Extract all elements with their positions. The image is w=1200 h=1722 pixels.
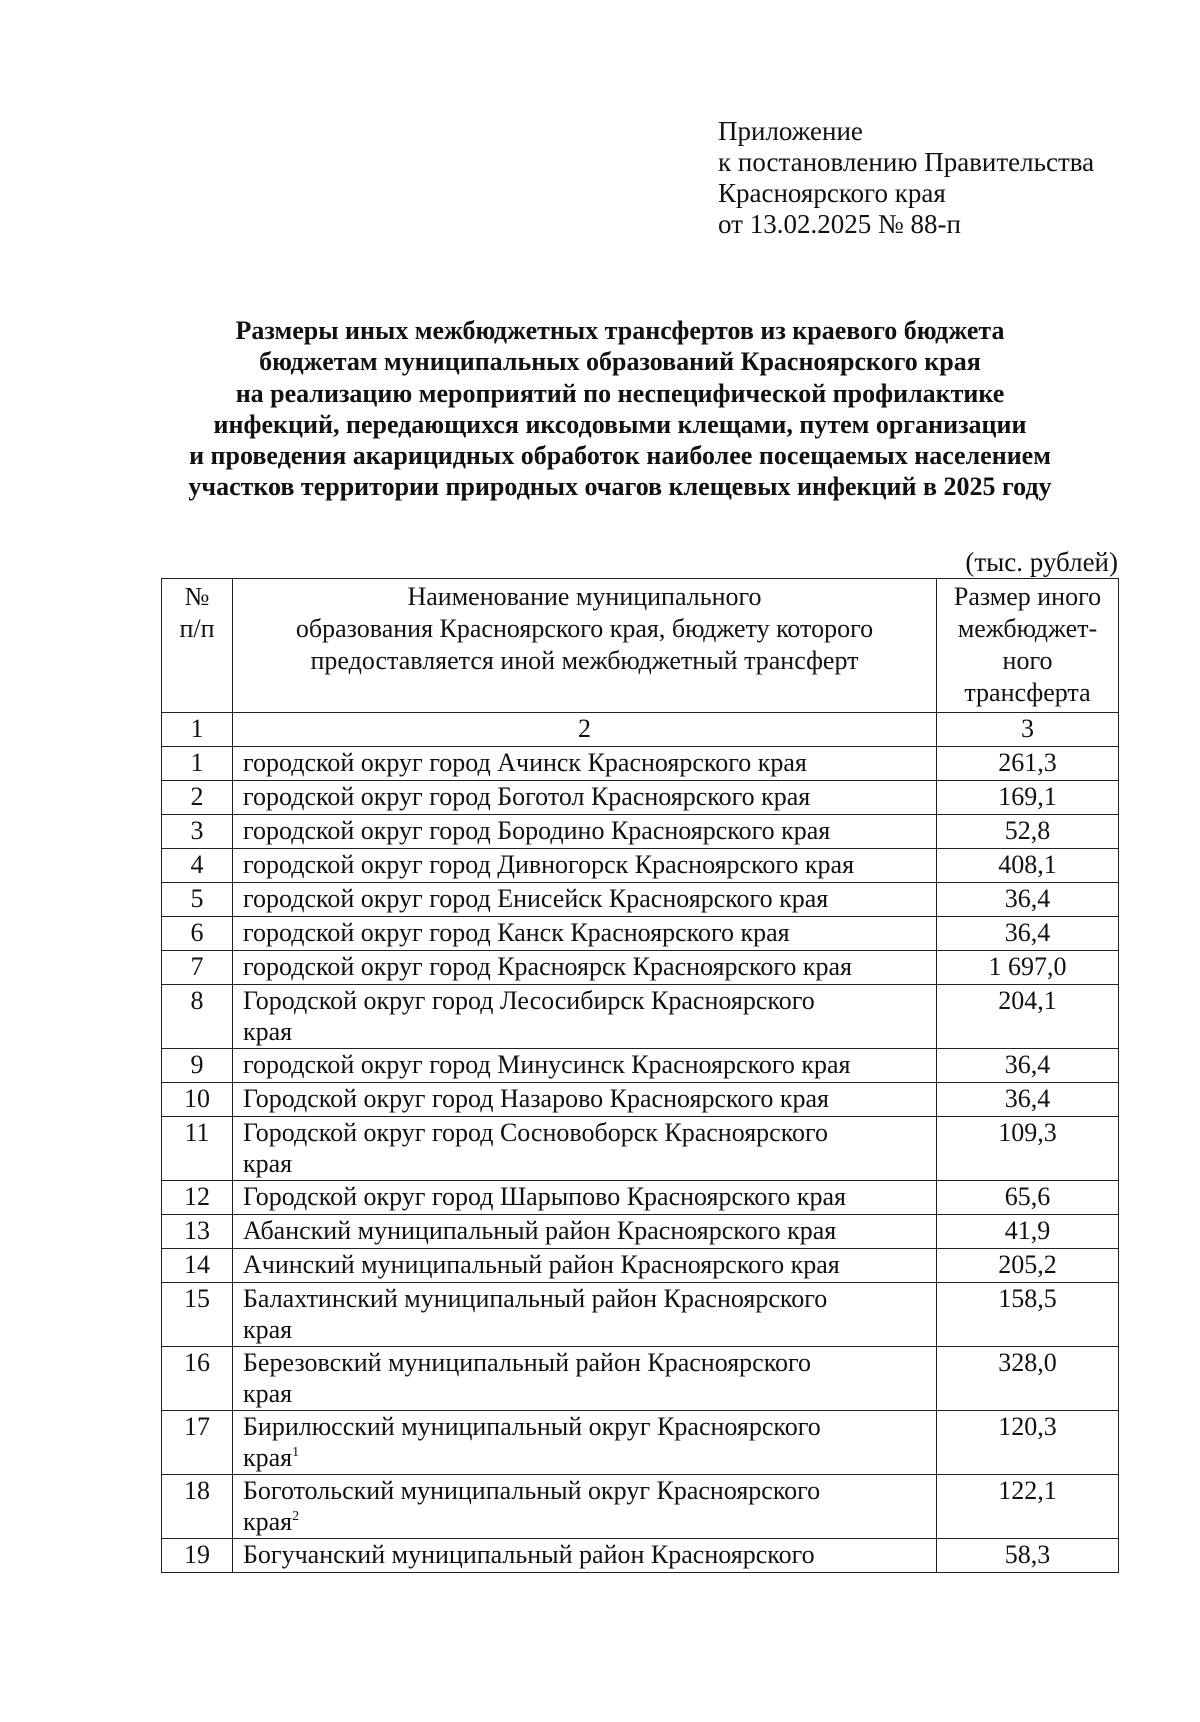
row-number: 10 bbox=[162, 1083, 233, 1117]
row-name-line: края bbox=[243, 1315, 293, 1344]
row-name-line: Городской округ город Сосновоборск Красноярского bbox=[243, 1118, 829, 1147]
table-row bbox=[162, 1083, 1119, 1117]
row-number: 12 bbox=[162, 1181, 233, 1215]
row-name-text: края bbox=[243, 1443, 293, 1472]
header-name bbox=[233, 579, 937, 713]
row-value: 122,1 bbox=[937, 1475, 1119, 1539]
header-text: п/п bbox=[179, 614, 215, 643]
row-number: 18 bbox=[162, 1475, 233, 1539]
row-name-line: края bbox=[243, 1379, 293, 1408]
appendix-line: к постановлению Правительства bbox=[718, 147, 1095, 177]
row-name: городской округ город Красноярск Красноярского края bbox=[233, 951, 937, 985]
table-row bbox=[162, 1411, 1119, 1475]
column-index: 2 bbox=[233, 713, 937, 747]
header-text: предоставляется иной межбюджетный трансферт bbox=[310, 646, 859, 675]
row-name: городской округ город Ачинск Красноярского края bbox=[233, 747, 937, 781]
header-text: Наименование муниципального bbox=[407, 582, 762, 611]
title-line: бюджетам муниципальных образований Красноярского края bbox=[259, 347, 981, 377]
row-value: 58,3 bbox=[937, 1539, 1119, 1573]
appendix-line: от 13.02.2025 № 88-п bbox=[718, 209, 961, 239]
column-index: 1 bbox=[162, 713, 233, 747]
row-value: 41,9 bbox=[937, 1215, 1119, 1249]
row-number: 8 bbox=[162, 985, 233, 1049]
row-name-line bbox=[243, 1506, 936, 1537]
row-value: 408,1 bbox=[937, 849, 1119, 883]
table-row bbox=[162, 815, 1119, 849]
table-row bbox=[162, 1117, 1119, 1181]
appendix-block bbox=[718, 116, 1094, 240]
row-value: 169,1 bbox=[937, 781, 1119, 815]
row-name-line bbox=[243, 1442, 936, 1473]
transfers-table bbox=[161, 578, 1119, 1573]
column-index-row bbox=[162, 713, 1119, 747]
title-line: на реализацию мероприятий по неспецифической профилактике bbox=[235, 378, 1005, 408]
row-number: 6 bbox=[162, 917, 233, 951]
table-row bbox=[162, 747, 1119, 781]
table-row bbox=[162, 951, 1119, 985]
table-row bbox=[162, 849, 1119, 883]
row-number: 9 bbox=[162, 1049, 233, 1083]
row-number: 1 bbox=[162, 747, 233, 781]
row-number: 13 bbox=[162, 1215, 233, 1249]
row-name: Богучанский муниципальный район Красноярского bbox=[233, 1539, 937, 1573]
row-name: Абанский муниципальный район Красноярского края bbox=[233, 1215, 937, 1249]
appendix-line: Красноярского края bbox=[718, 178, 946, 208]
document-title bbox=[130, 315, 1110, 503]
footnote-marker: 2 bbox=[292, 1509, 300, 1524]
header-text: Размер иного bbox=[953, 582, 1102, 611]
table-row bbox=[162, 985, 1119, 1049]
row-number: 14 bbox=[162, 1249, 233, 1283]
table-row bbox=[162, 781, 1119, 815]
row-name-line: Березовский муниципальный район Красноярского bbox=[243, 1348, 812, 1377]
row-name: городской округ город Бородино Красноярского края bbox=[233, 815, 937, 849]
row-name bbox=[233, 1475, 937, 1539]
row-number: 11 bbox=[162, 1117, 233, 1181]
row-value: 158,5 bbox=[937, 1283, 1119, 1347]
row-name: городской округ город Енисейск Красноярского края bbox=[233, 883, 937, 917]
row-value: 1 697,0 bbox=[937, 951, 1119, 985]
title-line: и проведения акарицидных обработок наиболее посещаемых населением bbox=[189, 441, 1051, 471]
table-row bbox=[162, 1215, 1119, 1249]
row-name bbox=[233, 985, 937, 1049]
row-value: 65,6 bbox=[937, 1181, 1119, 1215]
row-value: 205,2 bbox=[937, 1249, 1119, 1283]
row-number: 5 bbox=[162, 883, 233, 917]
title-line: участков территории природных очагов клещевых инфекций в 2025 году bbox=[188, 472, 1052, 502]
table-row bbox=[162, 1283, 1119, 1347]
row-name: городской округ город Канск Красноярского края bbox=[233, 917, 937, 951]
row-name-line: Балахтинский муниципальный район Красноярского bbox=[243, 1284, 828, 1313]
row-name bbox=[233, 1347, 937, 1411]
row-name-line: края bbox=[243, 1149, 293, 1178]
row-name bbox=[233, 1283, 937, 1347]
column-index: 3 bbox=[937, 713, 1119, 747]
row-name-line: Городской округ город Лесосибирск Красноярского bbox=[243, 986, 815, 1015]
row-name-line: Боготольский муниципальный округ Красноярского bbox=[243, 1476, 821, 1505]
unit-label: (тыс. рублей) bbox=[965, 547, 1118, 577]
table-row bbox=[162, 917, 1119, 951]
row-value: 36,4 bbox=[937, 1083, 1119, 1117]
table-row bbox=[162, 1181, 1119, 1215]
row-name: городской округ город Минусинск Красноярского края bbox=[233, 1049, 937, 1083]
row-number: 19 bbox=[162, 1539, 233, 1573]
row-name-line: Бирилюсский муниципальный округ Красноярского bbox=[243, 1412, 821, 1441]
table-row bbox=[162, 1049, 1119, 1083]
appendix-line: Приложение bbox=[718, 116, 863, 146]
table-row bbox=[162, 1347, 1119, 1411]
table-row bbox=[162, 1249, 1119, 1283]
row-name: Ачинский муниципальный район Красноярского края bbox=[233, 1249, 937, 1283]
table-row bbox=[162, 883, 1119, 917]
row-number: 7 bbox=[162, 951, 233, 985]
row-number: 16 bbox=[162, 1347, 233, 1411]
row-value: 109,3 bbox=[937, 1117, 1119, 1181]
header-text: № bbox=[184, 582, 210, 611]
header-number bbox=[162, 579, 233, 713]
header-text: межбюджет- bbox=[957, 614, 1098, 643]
row-value: 204,1 bbox=[937, 985, 1119, 1049]
row-name bbox=[233, 1411, 937, 1475]
header-text: образования Красноярского края, бюджету которого bbox=[295, 614, 874, 643]
header-text: ного bbox=[1002, 646, 1053, 675]
row-number: 2 bbox=[162, 781, 233, 815]
row-value: 36,4 bbox=[937, 917, 1119, 951]
row-value: 120,3 bbox=[937, 1411, 1119, 1475]
table-row bbox=[162, 1539, 1119, 1573]
header-value bbox=[937, 579, 1119, 713]
row-value: 52,8 bbox=[937, 815, 1119, 849]
row-name: городской округ город Боготол Красноярского края bbox=[233, 781, 937, 815]
row-name bbox=[233, 1117, 937, 1181]
row-name: Городской округ город Назарово Красноярского края bbox=[233, 1083, 937, 1117]
row-name-text: края bbox=[243, 1507, 293, 1536]
row-value: 328,0 bbox=[937, 1347, 1119, 1411]
row-name-line: края bbox=[243, 1017, 293, 1046]
row-number: 17 bbox=[162, 1411, 233, 1475]
row-value: 36,4 bbox=[937, 883, 1119, 917]
footnote-marker: 1 bbox=[292, 1445, 300, 1460]
title-line: инфекций, передающихся иксодовыми клещами, путем организации bbox=[213, 409, 1027, 439]
table-row bbox=[162, 1475, 1119, 1539]
row-name: городской округ город Дивногорск Красноярского края bbox=[233, 849, 937, 883]
header-text: трансферта bbox=[964, 678, 1091, 707]
table-header-row bbox=[162, 579, 1119, 713]
row-number: 3 bbox=[162, 815, 233, 849]
row-value: 36,4 bbox=[937, 1049, 1119, 1083]
row-value: 261,3 bbox=[937, 747, 1119, 781]
row-number: 4 bbox=[162, 849, 233, 883]
row-number: 15 bbox=[162, 1283, 233, 1347]
row-name: Городской округ город Шарыпово Красноярского края bbox=[233, 1181, 937, 1215]
title-line: Размеры иных межбюджетных трансфертов из краевого бюджета bbox=[235, 316, 1005, 345]
